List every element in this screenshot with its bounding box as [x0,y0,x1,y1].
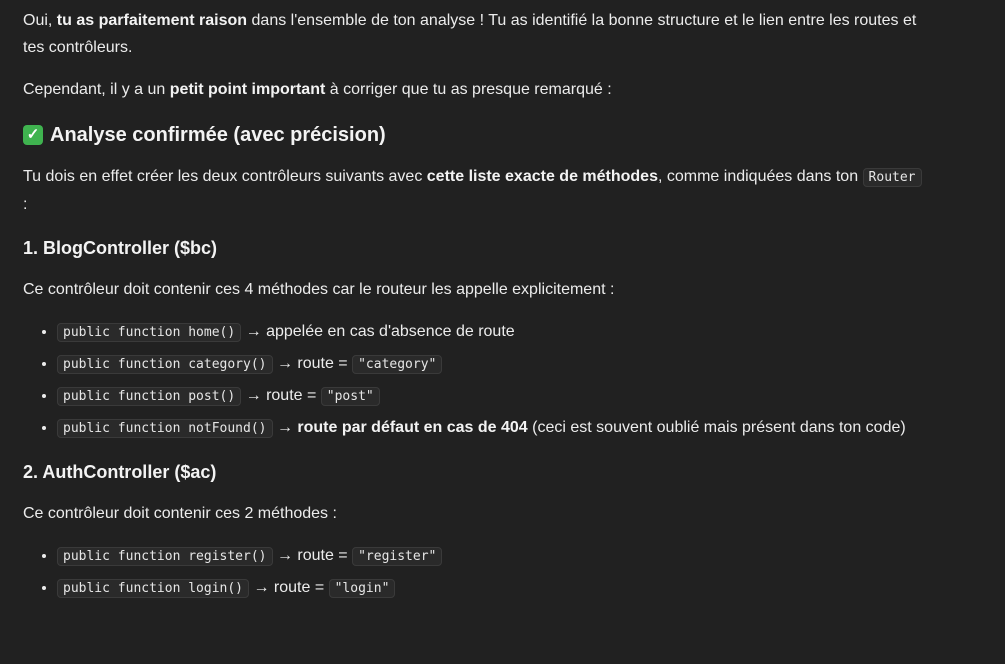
list-item: • public function register() → route = "register" [57,542,923,570]
paragraph-intro: Oui, tu as parfaitement raison dans l'ensemble de ton analyse ! Tu as identifié la bonne structure et le lien entre les routes et tes contrôleurs. [23,12,917,56]
paragraph-however: Cependant, il y a un petit point important à corriger que tu as presque remarqué : [23,81,612,98]
list-item: • public function post() → route = "post" [57,382,923,410]
blog-methods-list [23,318,923,442]
paragraph-auth-intro: Ce contrôleur doit contenir ces 2 méthodes : [23,505,337,522]
heading-analysis-confirmed: ✓ Analyse confirmée (avec précision) [23,121,923,149]
paragraph-blog-intro: Ce contrôleur doit contenir ces 4 méthodes car le routeur les appelle explicitement : [23,281,615,298]
inline-code: Router [863,168,922,187]
list-item: • public function notFound() → route par défaut en cas de 404 (ceci est souvent oublié mais présent dans ton code) [57,414,923,442]
heading-blog-controller: 1. BlogController ($bc) [23,238,218,258]
paragraph-controllers: Tu dois en effet créer les deux contrôleurs suivants avec cette liste exacte de méthodes, comme indiquées dans ton Router : [23,163,923,218]
assistant-message [23,7,923,616]
heading-auth-controller: 2. AuthController ($ac) [23,462,217,482]
list-item: • public function login() → route = "login" [57,574,923,602]
list-item: • public function home() → appelée en cas d'absence de route [57,318,923,346]
check-mark-icon: ✓ [23,125,43,145]
auth-methods-list [23,542,923,602]
list-item: • public function category() → route = "category" [57,350,923,378]
